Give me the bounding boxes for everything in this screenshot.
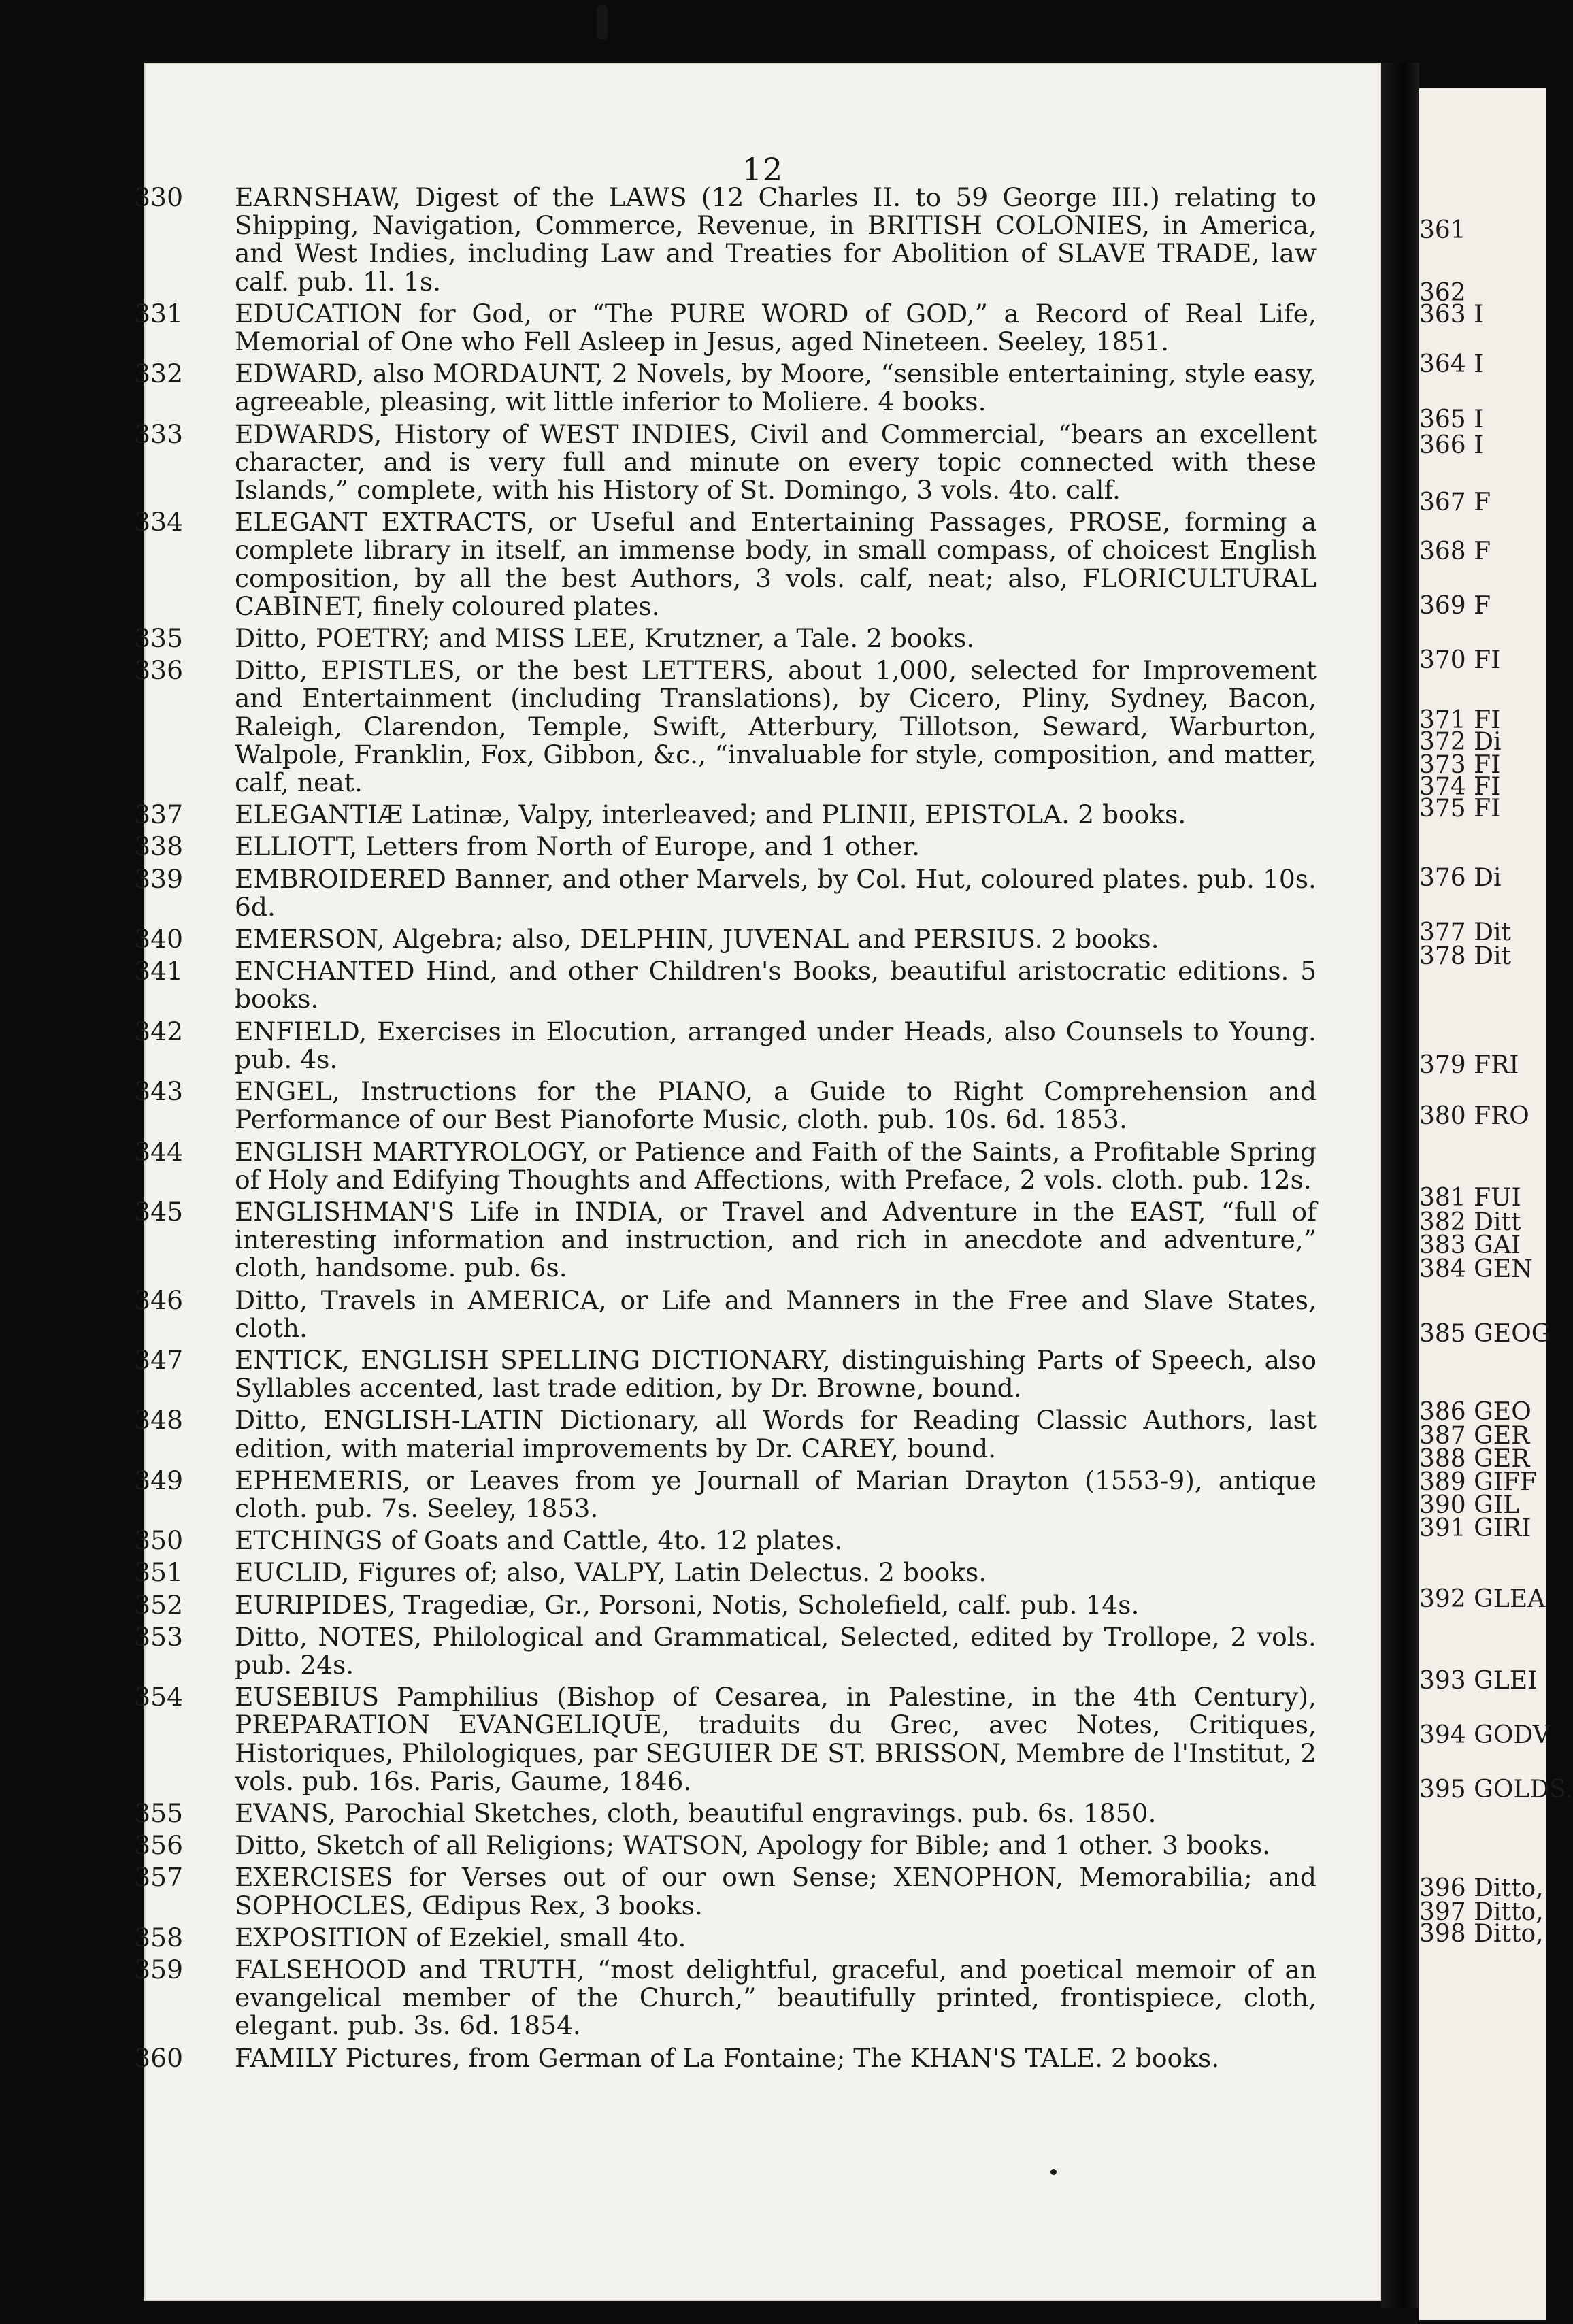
facing-page-entry-fragment: 364 I [1419, 350, 1484, 378]
entry-number: 334 [134, 507, 183, 537]
entry-number: 355 [134, 1797, 183, 1828]
entry-text: Ditto, NOTES, Philological and Grammatical, Selected, edited by Trollope, 2 vols. pub. 24s. [235, 1621, 1317, 1680]
facing-page-entry-fragment: 392 GLEA [1419, 1585, 1546, 1613]
entry-text: ENGLISHMAN'S Life in INDIA, or Travel and Adventure in the EAST, “full of interesting information and instruction, and rich in anecdote and adventure,” cloth, handsome. pub. 6s. [235, 1196, 1317, 1283]
facing-page-entry-fragment: 384 GEN [1419, 1255, 1533, 1283]
entry-number: 343 [134, 1076, 183, 1107]
entry-text: EXERCISES for Verses out of our own Sense; XENOPHON, Memorabilia; and SOPHOCLES, Œdipus Rex, 3 books. [235, 1862, 1317, 1921]
ink-speck [1050, 2169, 1057, 2175]
entry-number: 353 [134, 1621, 183, 1652]
entry-text: EDWARDS, History of WEST INDIES, Civil and Commercial, “bears an excellent character, and is very full and minute on every topic connected with these Islands,” complete, with his History of St. Domingo, 3 vols. 4to. calf. [235, 418, 1317, 505]
entry-text: ELEGANT EXTRACTS, or Useful and Entertaining Passages, PROSE, forming a complete library in itself, an immense body, in small compass, of choicest English composition, by all the best Authors, 3 vols. calf, neat; also, FLORICULTURAL CABINET, finely coloured plates. [235, 507, 1317, 621]
entry-number: 357 [134, 1862, 183, 1893]
catalogue-entry [134, 799, 1317, 830]
facing-page-entry-fragment: 390 GIL [1419, 1491, 1520, 1519]
facing-page-entry-fragment: 362 [1419, 279, 1466, 307]
catalogue-entry [134, 1525, 1317, 1556]
entry-number: 338 [134, 831, 183, 862]
entry-number: 341 [134, 956, 183, 986]
entry-number: 344 [134, 1136, 183, 1167]
catalogue-entry [134, 1797, 1317, 1828]
catalogue-entry [134, 924, 1317, 954]
catalogue-entry [134, 655, 1317, 798]
entry-number: 360 [134, 2042, 183, 2073]
facing-page-entry-fragment: 375 FI [1419, 795, 1501, 823]
facing-page-entry-fragment: 373 FI [1419, 751, 1501, 779]
facing-page-entry-fragment: 397 Ditto, [1419, 1898, 1544, 1926]
facing-page-entry-fragment: 388 GER [1419, 1445, 1530, 1473]
facing-page-entry-fragment: 361 [1419, 216, 1466, 244]
facing-page-fragment [1419, 88, 1573, 2320]
catalogue-entry [134, 1076, 1317, 1135]
entry-list [134, 182, 1317, 2076]
entry-number: 337 [134, 799, 183, 830]
facing-page-entry-fragment: 385 GEOG [1419, 1320, 1551, 1348]
entry-text: EMERSON, Algebra; also, DELPHIN, JUVENAL and PERSIUS. 2 books. [235, 924, 1159, 954]
entry-number: 335 [134, 623, 183, 654]
entry-text: EUSEBIUS Pamphilius (Bishop of Cesarea, in Palestine, in the 4th Century), PREPARATION EVANGELIQUE, traduits du Grec, avec Notes, Critiques, Historiques, Philologiques, par SEGUIER DE ST. BRISSON, Membre de l'Institut, 2 vols. pub. 16s. Paris, Gaume, 1846. [235, 1682, 1317, 1796]
entry-number: 336 [134, 655, 183, 686]
facing-page-entry-fragment: 372 Di [1419, 728, 1502, 756]
catalogue-entry [134, 1682, 1317, 1796]
facing-page-entry-fragment: 389 GIFF [1419, 1468, 1538, 1496]
facing-page-entry-fragment: 394 GODV [1419, 1721, 1551, 1749]
entry-text: ELLIOTT, Letters from North of Europe, and 1 other. [235, 831, 921, 862]
entry-text: EXPOSITION of Ezekiel, small 4to. [235, 1922, 686, 1953]
entry-text: EURIPIDES, Tragediæ, Gr., Porsoni, Notis, Scholefield, calf. pub. 14s. [235, 1589, 1140, 1620]
entry-number: 351 [134, 1557, 183, 1588]
entry-number: 348 [134, 1405, 183, 1435]
entry-number: 352 [134, 1589, 183, 1620]
catalogue-entry [134, 1344, 1317, 1404]
catalogue-entry [134, 1862, 1317, 1921]
entry-text: ENFIELD, Exercises in Elocution, arranged under Heads, also Counsels to Young. pub. 4s. [235, 1016, 1317, 1074]
facing-page-entry-fragment: 376 Di [1419, 864, 1502, 892]
facing-page-entry-fragment: 386 GEO [1419, 1398, 1531, 1426]
entry-text: Ditto, ENGLISH-LATIN Dictionary, all Words for Reading Classic Authors, last edition, with material improvements by Dr. CAREY, bound. [235, 1405, 1317, 1463]
catalogue-entry [134, 1465, 1317, 1523]
catalogue-entry [134, 1405, 1317, 1463]
facing-page-entry-fragment: 383 GAI [1419, 1231, 1521, 1259]
catalogue-entry [134, 1284, 1317, 1343]
entry-number: 340 [134, 924, 183, 954]
catalogue-entry [134, 1557, 1317, 1588]
entry-number: 354 [134, 1682, 183, 1712]
catalogue-entry [134, 956, 1317, 1014]
facing-page-entry-fragment: 380 FRO [1419, 1102, 1529, 1130]
catalogue-entry [134, 507, 1317, 621]
entry-text: ELEGANTIÆ Latinæ, Valpy, interleaved; and PLINII, EPISTOLA. 2 books. [235, 799, 1187, 830]
facing-page-entry-fragment: 363 I [1419, 301, 1484, 329]
facing-page-entry-fragment: 368 F [1419, 537, 1491, 565]
entry-number: 332 [134, 359, 183, 389]
entry-number: 342 [134, 1016, 183, 1046]
facing-page-entry-fragment: 370 FI [1419, 646, 1501, 674]
entry-text: ENCHANTED Hind, and other Children's Books, beautiful aristocratic editions. 5 books. [235, 956, 1317, 1014]
catalogue-entry [134, 359, 1317, 417]
facing-page-entry-fragment: 396 Ditto, [1419, 1874, 1544, 1902]
entry-text: EVANS, Parochial Sketches, cloth, beautiful engravings. pub. 6s. 1850. [235, 1797, 1157, 1828]
catalogue-entry [134, 182, 1317, 297]
entry-number: 346 [134, 1284, 183, 1315]
entry-number: 347 [134, 1344, 183, 1375]
entry-number: 349 [134, 1465, 183, 1495]
entry-text: ENGLISH MARTYROLOGY, or Patience and Faith of the Saints, a Profitable Spring of Holy and Edifying Thoughts and Affections, with Preface, 2 vols. cloth. pub. 12s. [235, 1136, 1317, 1195]
entry-number: 350 [134, 1525, 183, 1556]
entry-number: 358 [134, 1922, 183, 1953]
facing-page-entry-fragment: 382 Ditt [1419, 1208, 1521, 1236]
facing-page-entry-fragment: 369 F [1419, 592, 1491, 620]
facing-page-entry-fragment: 371 FI [1419, 706, 1501, 734]
facing-page-entry-fragment: 395 GOLDS. [1419, 1776, 1573, 1804]
entry-text: EDUCATION for God, or “The PURE WORD of GOD,” a Record of Real Life, Memorial of One who Fell Asleep in Jesus, aged Nineteen. Seeley, 1851. [235, 298, 1317, 357]
entry-text: FAMILY Pictures, from German of La Fontaine; The KHAN'S TALE. 2 books. [235, 2042, 1220, 2073]
facing-page-entry-fragment: 393 GLEI [1419, 1667, 1538, 1695]
facing-page-entry-fragment: 365 I [1419, 405, 1484, 433]
catalogue-entry [134, 1954, 1317, 2041]
catalogue-entry [134, 1016, 1317, 1074]
entry-text: Ditto, Sketch of all Religions; WATSON, Apology for Bible; and 1 other. 3 books. [235, 1830, 1271, 1861]
catalogue-entry [134, 418, 1317, 505]
facing-page-entry-fragment: 379 FRI [1419, 1051, 1519, 1079]
entry-number: 345 [134, 1196, 183, 1227]
entry-text: ENTICK, ENGLISH SPELLING DICTIONARY, distinguishing Parts of Speech, also Syllables accented, last trade edition, by Dr. Browne, bound. [235, 1344, 1317, 1404]
catalogue-entry [134, 623, 1317, 654]
page-number: 12 [742, 151, 784, 188]
entry-text: EARNSHAW, Digest of the LAWS (12 Charles II. to 59 George III.) relating to Shipping, Navigation, Commerce, Revenue, in BRITISH COLONIES, in America, and West Indies, including Law and Treaties for Abolition of SLAVE TRADE, law calf. pub. 1l. 1s. [235, 182, 1317, 297]
catalogue-entry [134, 831, 1317, 862]
entry-number: 331 [134, 298, 183, 329]
entry-text: Ditto, Travels in AMERICA, or Life and Manners in the Free and Slave States, cloth. [235, 1284, 1317, 1343]
catalogue-entry [134, 863, 1317, 922]
entry-text: EUCLID, Figures of; also, VALPY, Latin Delectus. 2 books. [235, 1557, 987, 1588]
entry-text: EPHEMERIS, or Leaves from ye Journall of Marian Drayton (1553-9), antique cloth. pub. 7s. Seeley, 1853. [235, 1465, 1317, 1523]
facing-page-entry-fragment: 366 I [1419, 431, 1484, 459]
entry-number: 359 [134, 1954, 183, 1985]
facing-page-entry-fragment: 374 FI [1419, 773, 1501, 801]
facing-page-entry-fragment: 381 FUI [1419, 1184, 1521, 1212]
entry-number: 356 [134, 1830, 183, 1861]
facing-page-entry-fragment: 377 Dit [1419, 918, 1511, 946]
entry-text: FALSEHOOD and TRUTH, “most delightful, graceful, and poetical memoir of an evangelical member of the Church,” beautifully printed, frontispiece, cloth, elegant. pub. 3s. 6d. 1854. [235, 1954, 1317, 2041]
facing-page-entry-fragment: 378 Dit [1419, 942, 1511, 970]
entry-text: ENGEL, Instructions for the PIANO, a Guide to Right Comprehension and Performance of our Best Pianoforte Music, cloth. pub. 10s. 6d. 1853. [235, 1076, 1317, 1135]
catalogue-entry [134, 298, 1317, 357]
facing-page-entry-fragment: 398 Ditto, [1419, 1920, 1544, 1948]
entry-text: Ditto, POETRY; and MISS LEE, Krutzner, a Tale. 2 books. [235, 623, 975, 654]
ink-speck [597, 5, 608, 39]
entry-number: 333 [134, 418, 183, 449]
catalogue-entry [134, 1621, 1317, 1680]
catalogue-entry [134, 1830, 1317, 1861]
catalogue-entry [134, 1922, 1317, 1953]
entry-text: ETCHINGS of Goats and Cattle, 4to. 12 plates. [235, 1525, 843, 1556]
entry-number: 339 [134, 863, 183, 894]
entry-text: Ditto, EPISTLES, or the best LETTERS, about 1,000, selected for Improvement and Entertainment (including Translations), by Cicero, Pliny, Sydney, Bacon, Raleigh, Clarendon, Temple, Swift, Atterbury, Tillotson, Seward, Warburton, Walpole, Franklin, Fox, Gibbon, &c., “invaluable for style, composition, and matter, calf, neat. [235, 655, 1317, 798]
facing-page-entry-fragment: 387 GER [1419, 1422, 1530, 1450]
catalogue-entry [134, 1589, 1317, 1620]
entry-number: 330 [134, 182, 183, 212]
facing-page-entry-fragment: 367 F [1419, 488, 1491, 516]
catalogue-entry [134, 1196, 1317, 1283]
entry-text: EMBROIDERED Banner, and other Marvels, by Col. Hut, coloured plates. pub. 10s. 6d. [235, 863, 1317, 922]
catalogue-entry [134, 1136, 1317, 1195]
entry-text: EDWARD, also MORDAUNT, 2 Novels, by Moore, “sensible entertaining, style easy, agreeable, pleasing, wit little inferior to Moliere. 4 books. [235, 359, 1317, 417]
catalogue-entry [134, 2042, 1317, 2073]
gutter-shadow [1381, 63, 1419, 2308]
facing-page-entry-fragment: 391 GIRI [1419, 1514, 1531, 1542]
